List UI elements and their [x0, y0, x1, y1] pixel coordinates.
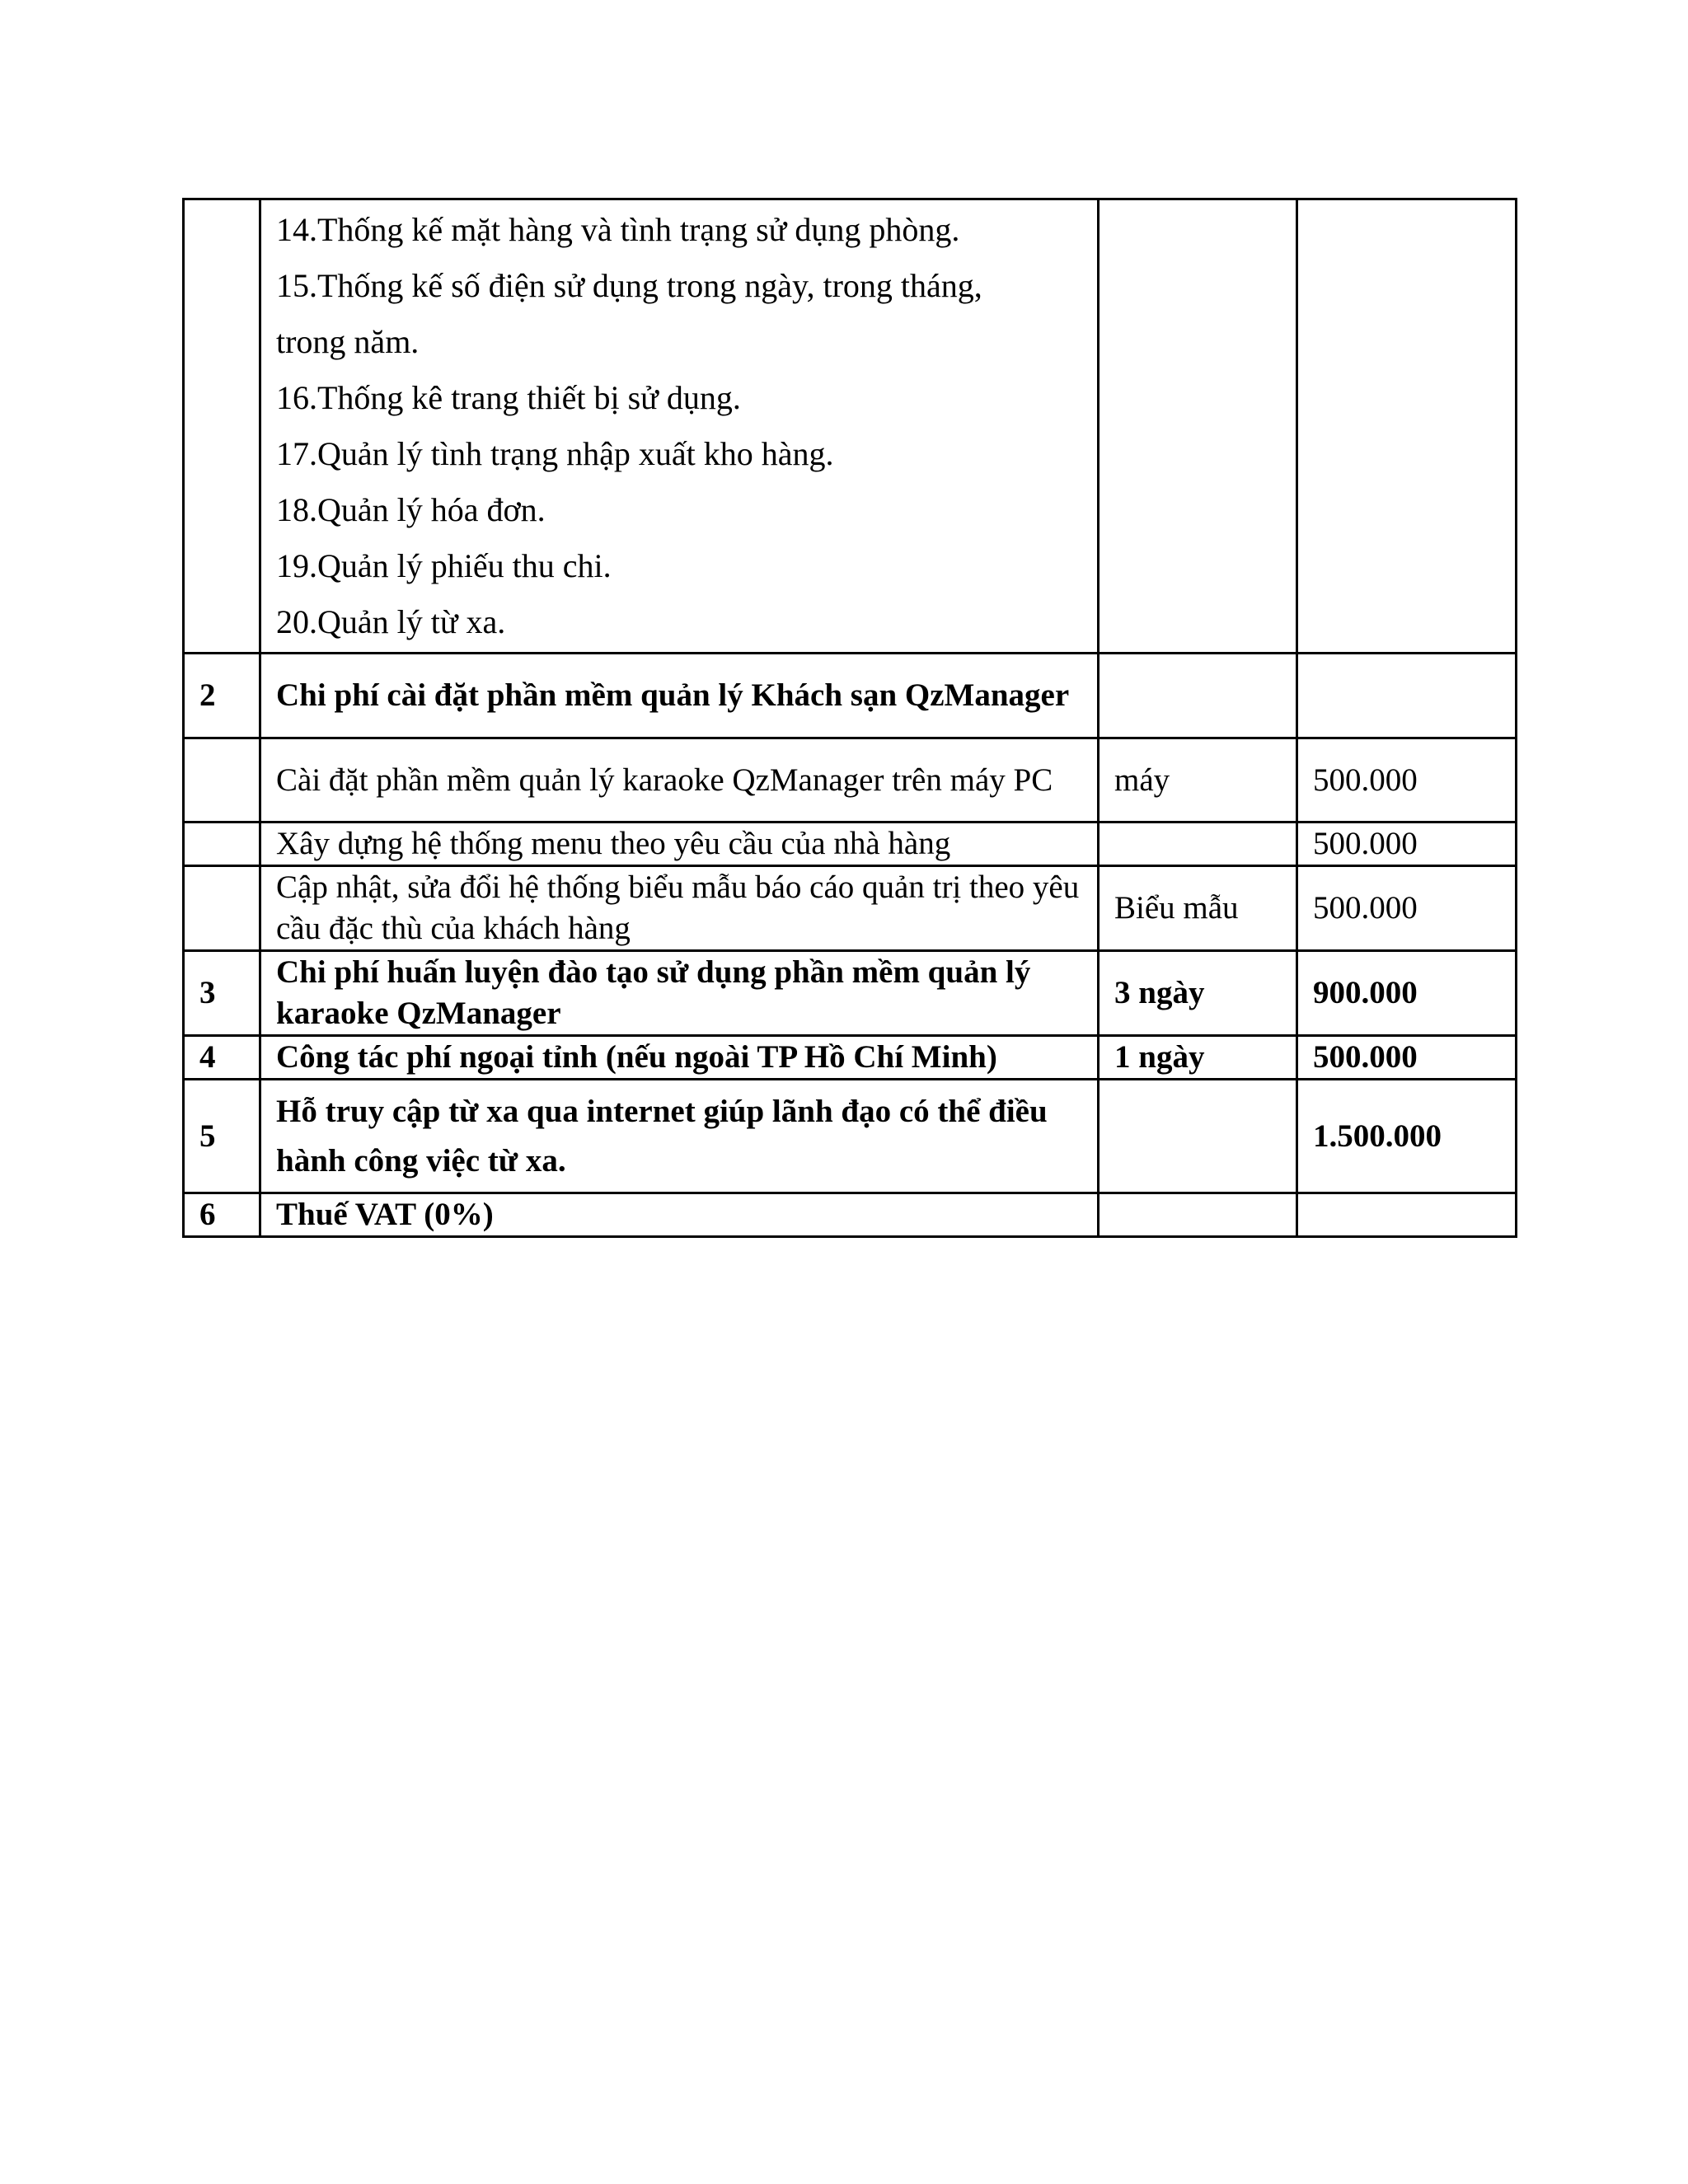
- price-cell: 900.000: [1297, 951, 1517, 1036]
- description-cell: Chi phí cài đặt phần mềm quản lý Khách sạn QzManager: [260, 654, 1099, 738]
- unit-cell: 1 ngày: [1099, 1036, 1297, 1080]
- price-cell: 500.000: [1297, 738, 1517, 823]
- unit-cell: [1099, 823, 1297, 866]
- quotation-table: [182, 198, 1517, 1238]
- table-row: [184, 1193, 1517, 1237]
- table-row: [184, 738, 1517, 823]
- list-item: 14.Thống kế mặt hàng và tình trạng sử dụng phòng.: [276, 211, 960, 248]
- row-number: [184, 866, 260, 951]
- table-row: [184, 1036, 1517, 1080]
- description-cell: Cài đặt phần mềm quản lý karaoke QzManager trên máy PC: [260, 738, 1099, 823]
- price-cell: 1.500.000: [1297, 1080, 1517, 1193]
- row-number: 5: [184, 1080, 260, 1193]
- price-cell: 500.000: [1297, 866, 1517, 951]
- unit-cell: [1099, 1080, 1297, 1193]
- price-cell: [1297, 199, 1517, 654]
- price-cell: [1297, 1193, 1517, 1237]
- table-row: [184, 823, 1517, 866]
- description-cell: Hỗ truy cập từ xa qua internet giúp lãnh đạo có thể điều hành công việc từ xa.: [260, 1080, 1099, 1193]
- row-number: 2: [184, 654, 260, 738]
- row-number: 3: [184, 951, 260, 1036]
- row-number: [184, 199, 260, 654]
- unit-cell: [1099, 199, 1297, 654]
- description-cell: Cập nhật, sửa đổi hệ thống biểu mẫu báo cáo quản trị theo yêu cầu đặc thù của khách hàng: [260, 866, 1099, 951]
- row-number: [184, 738, 260, 823]
- feature-list-cell: [260, 199, 1099, 654]
- unit-cell: máy: [1099, 738, 1297, 823]
- table-row: [184, 199, 1517, 654]
- table-row: [184, 866, 1517, 951]
- table-row: [184, 951, 1517, 1036]
- unit-cell: [1099, 654, 1297, 738]
- description-cell: Chi phí huấn luyện đào tạo sử dụng phần mềm quản lý karaoke QzManager: [260, 951, 1099, 1036]
- row-number: 6: [184, 1193, 260, 1237]
- description-cell: Thuế VAT (0%): [260, 1193, 1099, 1237]
- price-cell: [1297, 654, 1517, 738]
- list-item: trong năm.: [276, 323, 420, 360]
- list-item: 17.Quản lý tình trạng nhập xuất kho hàng.: [276, 435, 834, 472]
- price-cell: 500.000: [1297, 1036, 1517, 1080]
- list-item: 16.Thống kê trang thiết bị sử dụng.: [276, 379, 741, 416]
- feature-list: [276, 202, 1082, 650]
- table-row: [184, 1080, 1517, 1193]
- unit-cell: Biểu mẫu: [1099, 866, 1297, 951]
- table-row: [184, 654, 1517, 738]
- unit-cell: 3 ngày: [1099, 951, 1297, 1036]
- description-cell: Xây dựng hệ thống menu theo yêu cầu của nhà hàng: [260, 823, 1099, 866]
- unit-cell: [1099, 1193, 1297, 1237]
- list-item: 20.Quản lý từ xa.: [276, 603, 506, 640]
- description-cell: Công tác phí ngoại tỉnh (nếu ngoài TP Hồ Chí Minh): [260, 1036, 1099, 1080]
- price-cell: 500.000: [1297, 823, 1517, 866]
- list-item: 18.Quản lý hóa đơn.: [276, 491, 546, 528]
- list-item: 15.Thống kế số điện sử dụng trong ngày, trong tháng,: [276, 267, 982, 304]
- row-number: 4: [184, 1036, 260, 1080]
- row-number: [184, 823, 260, 866]
- list-item: 19.Quản lý phiếu thu chi.: [276, 547, 612, 584]
